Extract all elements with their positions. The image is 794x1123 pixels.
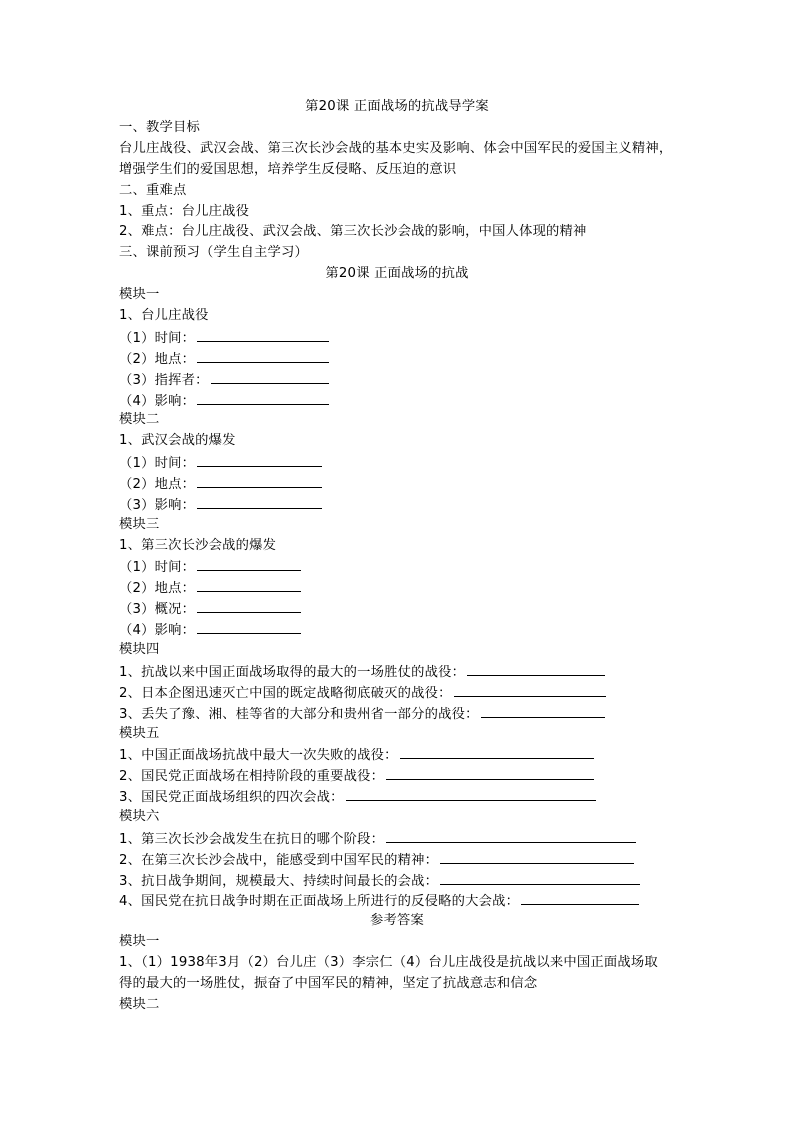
item-label: 2、日本企图迅速灭亡中国的既定战略彻底破灭的战役： <box>119 686 452 701</box>
item-label: （2）地点： <box>119 477 196 492</box>
answers-module-2-title: 模块二 <box>119 997 160 1012</box>
fill-in-item <box>119 703 605 725</box>
module-2-title: 模块二 <box>119 412 160 427</box>
item-label: 1、第三次长沙会战发生在抗日的哪个阶段： <box>119 832 385 847</box>
answer-blank[interactable] <box>454 682 606 697</box>
answer-blank[interactable] <box>386 765 594 780</box>
module-4-title: 模块四 <box>119 642 160 657</box>
item-label: 3、国民党正面战场组织的四次会战： <box>119 790 344 805</box>
answer-blank[interactable] <box>197 473 322 488</box>
module-3-title: 模块三 <box>119 517 160 532</box>
key-point: 1、重点：台儿庄战役 <box>119 204 250 219</box>
section-heading-key-points: 二、重难点 <box>119 183 187 198</box>
answer-blank[interactable] <box>197 452 322 467</box>
difficult-point: 2、难点：台儿庄战役、武汉会战、第三次长沙会战的影响，中国人体现的精神 <box>119 224 587 239</box>
item-label: （4）影响： <box>119 394 196 409</box>
fill-in-item <box>119 598 301 620</box>
item-label: （4）影响： <box>119 623 196 638</box>
fill-in-item <box>119 390 329 412</box>
answer-blank[interactable] <box>440 849 634 864</box>
goal-text-line-1: 台儿庄战役、武汉会战、第三次长沙会战的基本史实及影响、体会中国军民的爱国主义精神， <box>119 141 673 156</box>
answer-blank[interactable] <box>521 890 639 905</box>
item-label: （2）地点： <box>119 581 196 596</box>
answer-blank[interactable] <box>386 828 636 843</box>
module-1-question: 1、台儿庄战役 <box>119 308 209 323</box>
item-label: 2、国民党正面战场在相持阶段的重要战役： <box>119 769 385 784</box>
item-label: 1、抗战以来中国正面战场取得的最大的一场胜仗的战役： <box>119 665 466 680</box>
answers-module-1-title: 模块一 <box>119 934 160 949</box>
item-label: （1）时间： <box>119 560 196 575</box>
answer-blank[interactable] <box>197 494 322 509</box>
item-label: （1）时间： <box>119 456 196 471</box>
item-label: （3）概况： <box>119 602 196 617</box>
fill-in-item <box>119 786 596 808</box>
answer-blank[interactable] <box>197 327 329 342</box>
section-heading-goals: 一、教学目标 <box>119 120 200 135</box>
answer-blank[interactable] <box>346 786 596 801</box>
answer-blank[interactable] <box>481 703 605 718</box>
item-label: （1）时间： <box>119 331 196 346</box>
item-label: （3）影响： <box>119 498 196 513</box>
answer-blank[interactable] <box>467 661 605 676</box>
answer-text-line-1: 1、（1）1938年3月（2）台儿庄（3）李宗仁（4）台儿庄战役是抗战以来中国正面战场取 <box>119 955 658 970</box>
answer-blank[interactable] <box>440 870 640 885</box>
answer-blank[interactable] <box>197 390 329 405</box>
fill-in-item <box>119 661 605 683</box>
lesson-subtitle: 第20课 正面战场的抗战 <box>325 266 469 281</box>
answer-blank[interactable] <box>197 577 301 592</box>
item-label: 2、在第三次长沙会战中，能感受到中国军民的精神： <box>119 853 439 868</box>
answer-blank[interactable] <box>197 598 301 613</box>
answer-blank[interactable] <box>211 369 329 384</box>
item-label: （3）指挥者： <box>119 373 209 388</box>
answer-blank[interactable] <box>197 348 329 363</box>
fill-in-item <box>119 744 594 766</box>
answers-heading: 参考答案 <box>370 913 424 928</box>
fill-in-item <box>119 849 634 871</box>
fill-in-item <box>119 327 329 349</box>
item-label: 3、抗日战争期间，规模最大、持续时间最长的会战： <box>119 874 439 889</box>
item-label: 4、国民党在抗日战争时期在正面战场上所进行的反侵略的大会战： <box>119 894 520 909</box>
fill-in-item <box>119 452 322 474</box>
fill-in-item <box>119 870 640 892</box>
fill-in-item <box>119 369 329 391</box>
goal-text-line-2: 增强学生们的爱国思想，培养学生反侵略、反压迫的意识 <box>119 162 457 177</box>
fill-in-item <box>119 556 301 578</box>
fill-in-item <box>119 890 639 912</box>
answer-blank[interactable] <box>400 744 594 759</box>
module-5-title: 模块五 <box>119 726 160 741</box>
module-2-question: 1、武汉会战的爆发 <box>119 433 236 448</box>
document-title: 第20课 正面战场的抗战导学案 <box>305 99 489 114</box>
fill-in-item <box>119 828 636 850</box>
fill-in-item <box>119 577 301 599</box>
module-1-title: 模块一 <box>119 287 160 302</box>
answer-blank[interactable] <box>197 619 301 634</box>
fill-in-item <box>119 348 329 370</box>
fill-in-item <box>119 765 594 787</box>
fill-in-item <box>119 473 322 495</box>
answer-blank[interactable] <box>197 556 301 571</box>
fill-in-item <box>119 619 301 641</box>
fill-in-item <box>119 494 322 516</box>
item-label: （2）地点： <box>119 352 196 367</box>
module-6-title: 模块六 <box>119 809 160 824</box>
item-label: 3、丢失了豫、湘、桂等省的大部分和贵州省一部分的战役： <box>119 707 479 722</box>
module-3-question: 1、第三次长沙会战的爆发 <box>119 538 277 553</box>
section-heading-preview: 三、课前预习（学生自主学习） <box>119 245 308 260</box>
fill-in-item <box>119 682 606 704</box>
item-label: 1、中国正面战场抗战中最大一次失败的战役： <box>119 748 398 763</box>
answer-text-line-2: 得的最大的一场胜仗，振奋了中国军民的精神，坚定了抗战意志和信念 <box>119 976 538 991</box>
